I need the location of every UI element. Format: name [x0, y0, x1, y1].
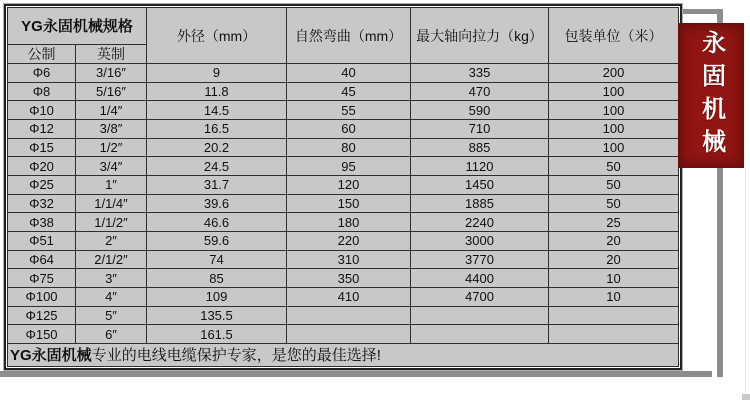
table-cell-tension: 3770	[411, 250, 549, 269]
table-cell-pack: 100	[549, 82, 679, 101]
table-cell-bend: 60	[287, 119, 411, 138]
table-cell-imperial: 1/1/2″	[76, 213, 147, 232]
table-cell-bend: 95	[287, 157, 411, 176]
footer-row	[8, 344, 679, 367]
table-cell-od: 161.5	[147, 325, 287, 344]
table-cell-od: 24.5	[147, 157, 287, 176]
table-cell-bend: 40	[287, 64, 411, 83]
col-header-metric: 公制	[8, 45, 76, 64]
table-cell-metric: Φ25	[8, 175, 76, 194]
footer-cell	[8, 344, 679, 367]
table-cell-tension: 1885	[411, 194, 549, 213]
table-cell-bend	[287, 325, 411, 344]
col-header-spec-title: YG永固机械规格	[8, 8, 147, 45]
frame-corner-mark	[742, 394, 750, 400]
table-cell-imperial: 2/1/2″	[76, 250, 147, 269]
footer-slogan-text: 专业的电线电缆保护专家，是您的最佳选择!	[91, 346, 381, 364]
table-row	[8, 101, 679, 120]
table-row	[8, 250, 679, 269]
table-cell-tension: 3000	[411, 231, 549, 250]
table-cell-bend: 220	[287, 231, 411, 250]
col-header-natural-bend: 自然弯曲（mm）	[287, 8, 411, 64]
table-row	[8, 119, 679, 138]
table-cell-pack: 20	[549, 250, 679, 269]
table-cell-bend: 120	[287, 175, 411, 194]
table-cell-od: 59.6	[147, 231, 287, 250]
table-cell-pack: 10	[549, 287, 679, 306]
table-cell-metric: Φ100	[8, 287, 76, 306]
table-cell-tension: 1450	[411, 175, 549, 194]
table-cell-pack: 100	[549, 101, 679, 120]
table-cell-imperial: 4″	[76, 287, 147, 306]
table-cell-imperial: 5/16″	[76, 82, 147, 101]
table-row	[8, 306, 679, 325]
table-cell-tension	[411, 306, 549, 325]
table-cell-od: 46.6	[147, 213, 287, 232]
table-cell-imperial: 6″	[76, 325, 147, 344]
table-cell-pack: 50	[549, 157, 679, 176]
table-cell-metric: Φ51	[8, 231, 76, 250]
brand-badge-text: 永固机械	[697, 29, 725, 162]
table-cell-bend	[287, 306, 411, 325]
spec-table-wrapper	[4, 4, 682, 370]
table-cell-metric: Φ20	[8, 157, 76, 176]
table-row	[8, 82, 679, 101]
table-cell-od: 135.5	[147, 306, 287, 325]
table-cell-imperial: 1/1/4″	[76, 194, 147, 213]
table-cell-metric: Φ12	[8, 119, 76, 138]
table-cell-tension	[411, 325, 549, 344]
table-cell-od: 9	[147, 64, 287, 83]
table-row	[8, 157, 679, 176]
table-cell-od: 14.5	[147, 101, 287, 120]
table-cell-metric: Φ75	[8, 269, 76, 288]
table-cell-od: 20.2	[147, 138, 287, 157]
table-row	[8, 231, 679, 250]
table-cell-tension: 710	[411, 119, 549, 138]
frame-line-top	[675, 9, 723, 14]
table-cell-tension: 470	[411, 82, 549, 101]
table-cell-bend: 410	[287, 287, 411, 306]
col-header-packing-unit: 包装单位（米）	[549, 8, 679, 64]
table-cell-tension: 335	[411, 64, 549, 83]
table-cell-tension: 1120	[411, 157, 549, 176]
table-cell-metric: Φ8	[8, 82, 76, 101]
table-cell-pack: 200	[549, 64, 679, 83]
table-row	[8, 64, 679, 83]
table-cell-tension: 2240	[411, 213, 549, 232]
table-cell-imperial: 1″	[76, 175, 147, 194]
table-cell-od: 74	[147, 250, 287, 269]
table-cell-tension: 4400	[411, 269, 549, 288]
table-cell-metric: Φ38	[8, 213, 76, 232]
table-cell-imperial: 3/8″	[76, 119, 147, 138]
table-cell-bend: 45	[287, 82, 411, 101]
table-cell-metric: Φ125	[8, 306, 76, 325]
table-cell-pack	[549, 306, 679, 325]
table-cell-imperial: 1/2″	[76, 138, 147, 157]
table-cell-imperial: 5″	[76, 306, 147, 325]
table-cell-bend: 55	[287, 101, 411, 120]
table-cell-pack: 20	[549, 231, 679, 250]
table-cell-bend: 150	[287, 194, 411, 213]
table-cell-bend: 310	[287, 250, 411, 269]
table-cell-metric: Φ15	[8, 138, 76, 157]
table-cell-metric: Φ32	[8, 194, 76, 213]
table-cell-imperial: 3/4″	[76, 157, 147, 176]
table-cell-pack: 25	[549, 213, 679, 232]
col-header-max-tension: 最大轴向拉力（kg）	[411, 8, 549, 64]
table-row	[8, 213, 679, 232]
table-cell-metric: Φ150	[8, 325, 76, 344]
table-row	[8, 194, 679, 213]
table-cell-od: 16.5	[147, 119, 287, 138]
table-body	[8, 64, 679, 344]
table-row	[8, 269, 679, 288]
table-cell-od: 85	[147, 269, 287, 288]
col-header-outer-diameter: 外径（mm）	[147, 8, 287, 64]
table-row	[8, 138, 679, 157]
table-cell-imperial: 3/16″	[76, 64, 147, 83]
table-cell-pack: 10	[549, 269, 679, 288]
table-cell-od: 31.7	[147, 175, 287, 194]
table-cell-bend: 80	[287, 138, 411, 157]
col-header-imperial: 英制	[76, 45, 147, 64]
table-cell-pack: 100	[549, 138, 679, 157]
table-cell-metric: Φ6	[8, 64, 76, 83]
table-cell-od: 11.8	[147, 82, 287, 101]
footer-brand-text: YG永固机械	[10, 346, 92, 364]
table-cell-imperial: 2″	[76, 231, 147, 250]
table-cell-tension: 590	[411, 101, 549, 120]
table-cell-imperial: 1/4″	[76, 101, 147, 120]
table-cell-bend: 180	[287, 213, 411, 232]
table-row	[8, 287, 679, 306]
table-cell-pack: 50	[549, 175, 679, 194]
table-row	[8, 175, 679, 194]
table-cell-metric: Φ64	[8, 250, 76, 269]
table-cell-imperial: 3″	[76, 269, 147, 288]
table-row	[8, 325, 679, 344]
table-cell-metric: Φ10	[8, 101, 76, 120]
table-cell-od: 109	[147, 287, 287, 306]
table-cell-pack: 50	[549, 194, 679, 213]
brand-badge	[678, 23, 744, 168]
frame-line-bottom	[0, 371, 712, 377]
header-row-1	[8, 8, 679, 45]
table-cell-pack	[549, 325, 679, 344]
table-cell-pack: 100	[549, 119, 679, 138]
table-cell-bend: 350	[287, 269, 411, 288]
table-cell-tension: 885	[411, 138, 549, 157]
table-cell-tension: 4700	[411, 287, 549, 306]
spec-table	[7, 7, 679, 367]
table-cell-od: 39.6	[147, 194, 287, 213]
frame-line-faint-right	[745, 168, 746, 394]
